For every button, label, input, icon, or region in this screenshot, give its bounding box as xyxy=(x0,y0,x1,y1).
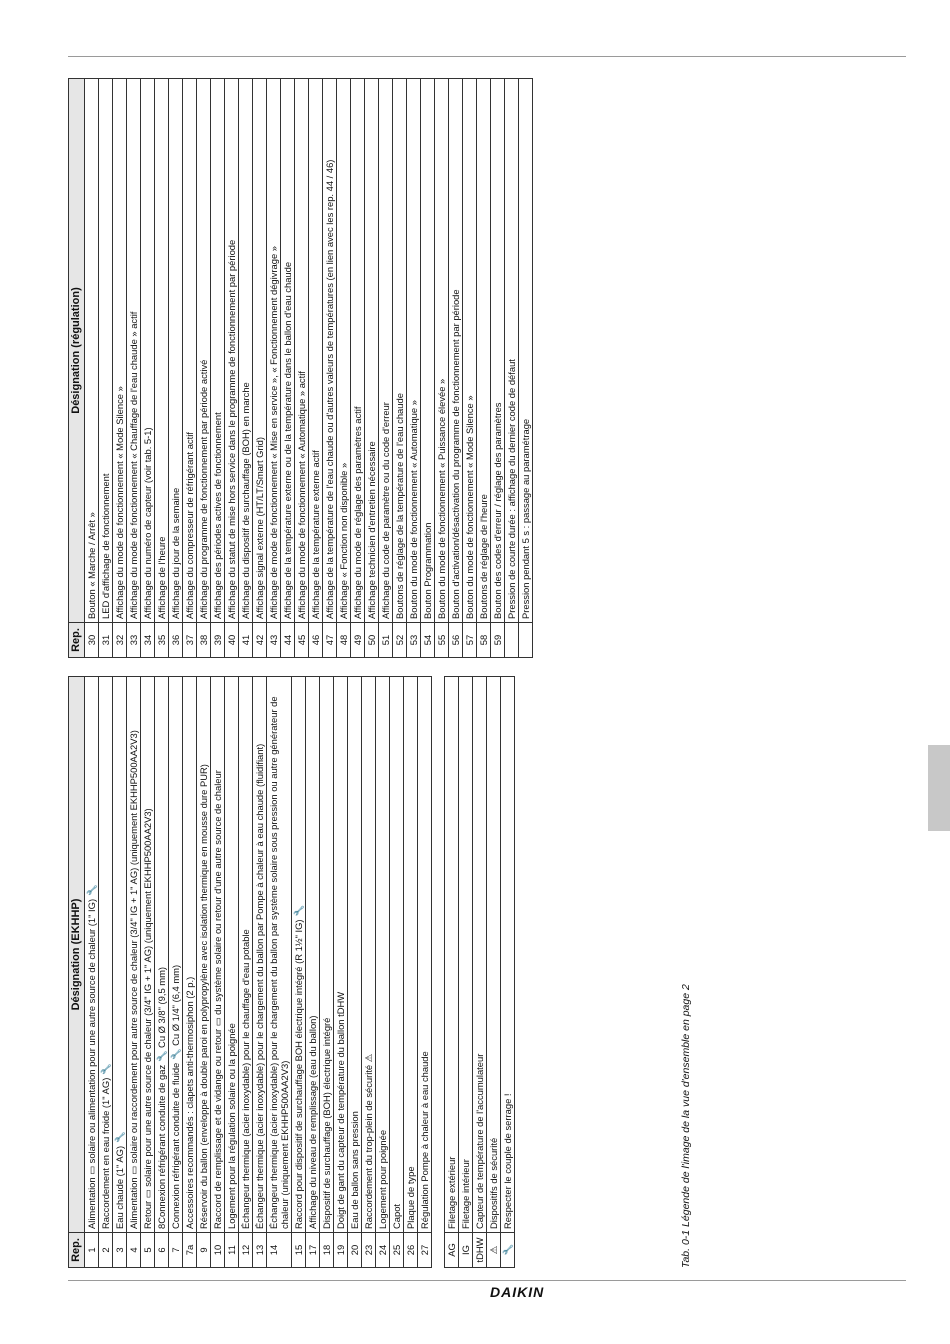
rep-cell: 45 xyxy=(295,623,309,658)
rep-cell: 1 xyxy=(85,1233,99,1268)
rep-cell: 32 xyxy=(113,623,127,658)
table-row xyxy=(239,79,253,658)
rep-cell: 3 xyxy=(113,1233,127,1268)
designation-cell: Affichage du programme de fonctionnement par période activé xyxy=(197,79,211,623)
rep-cell: 42 xyxy=(253,623,267,658)
table-row xyxy=(404,677,418,1268)
designation-cell: Raccord de remplissage et de vidange ou retour ▭ du système solaire ou retour d'une autre source de chaleur xyxy=(211,677,225,1233)
designation-cell: Réservoir du ballon (enveloppe à double paroi en polypropylène avec isolation thermique en mousse dure PUR) xyxy=(197,677,211,1233)
rep-cell: 13 xyxy=(253,1233,267,1268)
table-row xyxy=(225,677,239,1268)
table-row xyxy=(379,79,393,658)
designation-cell: Eau chaude (1" AG) 🔧 xyxy=(113,677,127,1233)
rep-cell: 53 xyxy=(407,623,421,658)
rep-cell: 36 xyxy=(169,623,183,658)
rep-cell: 39 xyxy=(211,623,225,658)
designation-cell: Bouton du mode de fonctionnement « Puissance élevée » xyxy=(435,79,449,623)
designation-cell: Bouton du mode de fonctionnement « Automatique » xyxy=(407,79,421,623)
table-row xyxy=(85,79,99,658)
designation-cell: Connexion réfrigérant conduite de fluide 🔧 Cu Ø 1/4" (6,4 mm) xyxy=(169,677,183,1233)
designation-cell: Filetage extérieur xyxy=(445,677,459,1233)
designation-cell: Logement pour la régulation solaire ou la poignée xyxy=(225,677,239,1233)
table-row xyxy=(323,79,337,658)
table-row xyxy=(267,79,281,658)
designation-cell: Capteur de température de l'accumulateur xyxy=(473,677,487,1233)
rep-cell: 54 xyxy=(421,623,435,658)
designation-cell: Raccordement du trop-plein de sécurité ⚠ xyxy=(362,677,376,1233)
designation-cell: Boutons de réglage de l'heure xyxy=(477,79,491,623)
designation-cell: Pression de courte durée : affichage du dernier code de défaut xyxy=(505,79,519,623)
table-row xyxy=(445,677,459,1268)
table-row xyxy=(85,677,99,1268)
rep-cell: 18 xyxy=(320,1233,334,1268)
rep-cell: 41 xyxy=(239,623,253,658)
table-row xyxy=(183,677,197,1268)
designation-cell: Plaque de type xyxy=(404,677,418,1233)
rep-cell: 30 xyxy=(85,623,99,658)
rep-cell: 37 xyxy=(183,623,197,658)
rep-cell: 7a xyxy=(183,1233,197,1268)
designation-cell: Affichage du numéro de capteur (voir tab. 5-1) xyxy=(141,79,155,623)
table-row xyxy=(155,677,169,1268)
designation-cell: Respecter le couple de serrage ! xyxy=(501,677,515,1233)
rep-cell: 52 xyxy=(393,623,407,658)
table-row xyxy=(295,79,309,658)
designation-cell: Affichage du mode de fonctionnement « Automatique » actif xyxy=(295,79,309,623)
designation-cell: Affichage du niveau de remplissage (eau du ballon) xyxy=(306,677,320,1233)
designation-cell: Bouton des codes d'erreur / réglage des paramètres xyxy=(491,79,505,623)
rep-cell: 25 xyxy=(390,1233,404,1268)
rep-cell: 33 xyxy=(127,623,141,658)
spacer-cell xyxy=(432,677,445,1268)
ekhhp-legend-table xyxy=(68,676,515,1268)
table-row xyxy=(477,79,491,658)
table-row xyxy=(113,677,127,1268)
designation-cell: Filetage intérieur xyxy=(459,677,473,1233)
table-row xyxy=(463,79,477,658)
designation-cell: Bouton d'activation/désactivation du programme de fonctionnement par période xyxy=(449,79,463,623)
designation-cell: Affichage du mode de réglage des paramètres actif xyxy=(351,79,365,623)
table-row xyxy=(99,79,113,658)
table-row xyxy=(501,677,515,1268)
table-row xyxy=(421,79,435,658)
rep-cell: 50 xyxy=(365,623,379,658)
rep-cell: 19 xyxy=(334,1233,348,1268)
designation-cell: Retour ▭ solaire pour une autre source de chaleur (3/4" IG + 1" AG) (uniquement EKHHP500AA2V3) xyxy=(141,677,155,1233)
table-row xyxy=(393,79,407,658)
table-row xyxy=(348,677,362,1268)
brand-logo: DAIKIN xyxy=(490,1284,545,1300)
regulation-legend-table xyxy=(68,78,533,658)
rep-cell: 11 xyxy=(225,1233,239,1268)
rep-cell: 38 xyxy=(197,623,211,658)
rep-cell: 43 xyxy=(267,623,281,658)
table-row xyxy=(183,79,197,658)
designation-cell: Régulation Pompe à chaleur à eau chaude xyxy=(418,677,432,1233)
rep-cell: 49 xyxy=(351,623,365,658)
rep-cell: 2 xyxy=(99,1233,113,1268)
table-caption: Tab. 0-1 Légende de l'image de la vue d'ensemble en page 2 xyxy=(680,984,692,1268)
table-row xyxy=(407,79,421,658)
designation-cell: LED d'affichage de fonctionnement xyxy=(99,79,113,623)
designation-cell: Échangeur thermique (acier inoxydable) pour le chargement du ballon par système solaire sous pression ou autre générateur de chaleur (uniquement EKHHP500AA2V3) xyxy=(267,677,292,1233)
rep-cell: 48 xyxy=(337,623,351,658)
rep-cell: 5 xyxy=(141,1233,155,1268)
table-row xyxy=(376,677,390,1268)
table-row xyxy=(211,677,225,1268)
rep-cell: 40 xyxy=(225,623,239,658)
rep-cell: 12 xyxy=(239,1233,253,1268)
table-row xyxy=(487,677,501,1268)
table-row xyxy=(505,79,519,658)
designation-cell: Affichage des périodes actives de fonctionnement xyxy=(211,79,225,623)
designation-cell: Eau de ballon sans pression xyxy=(348,677,362,1233)
table-row xyxy=(211,79,225,658)
rep-cell: 46 xyxy=(309,623,323,658)
designation-cell: Raccord pour dispositif de surchauffage BOH électrique intégré (R 1½" IG) 🔧 xyxy=(292,677,306,1233)
table-row xyxy=(435,79,449,658)
table-row xyxy=(253,79,267,658)
table-row xyxy=(390,677,404,1268)
designation-cell: Affichage du mode de fonctionnement « Chauffage de l'eau chaude » actif xyxy=(127,79,141,623)
designation-cell: 8Connexion réfrigérant conduite de gaz 🔧 Cu Ø 3/8" (9,5 mm) xyxy=(155,677,169,1233)
table-row xyxy=(449,79,463,658)
rep-cell: 47 xyxy=(323,623,337,658)
table-row xyxy=(99,677,113,1268)
table-row xyxy=(169,79,183,658)
designation-cell: Échangeur thermique (acier inoxydable) pour le chauffage d'eau potable xyxy=(239,677,253,1233)
table-row xyxy=(362,677,376,1268)
designation-cell: Bouton Programmation xyxy=(421,79,435,623)
designation-cell: Affichage du dispositif de surchauffage (BOH) en marche xyxy=(239,79,253,623)
designation-cell: Alimentation ▭ solaire ou alimentation pour une autre source de chaleur (1" IG) 🔧 xyxy=(85,677,99,1233)
designation-cell: Boutons de réglage de la température de l'eau chaude xyxy=(393,79,407,623)
designation-cell: Affichage du statut de mise hors service dans le programme de fonctionnement par période xyxy=(225,79,239,623)
table-row xyxy=(197,79,211,658)
rep-cell: 23 xyxy=(362,1233,376,1268)
rep-cell xyxy=(519,623,533,658)
col-header-designation: Désignation (régulation) xyxy=(69,79,85,623)
table-row xyxy=(473,677,487,1268)
col-header-rep: Rep. xyxy=(69,1233,85,1268)
table-row xyxy=(239,677,253,1268)
rep-cell: 34 xyxy=(141,623,155,658)
designation-cell: Accessoires recommandés : clapets anti-thermosiphon (2 p.) xyxy=(183,677,197,1233)
rep-cell: 44 xyxy=(281,623,295,658)
table-row xyxy=(155,79,169,658)
table-row xyxy=(113,79,127,658)
rep-cell: 58 xyxy=(477,623,491,658)
rep-cell: 26 xyxy=(404,1233,418,1268)
rep-cell: 14 xyxy=(267,1233,292,1268)
table-row xyxy=(320,677,334,1268)
table-row xyxy=(197,677,211,1268)
rep-cell: ⚠ xyxy=(487,1233,501,1268)
rep-cell: 7 xyxy=(169,1233,183,1268)
designation-cell: Capot xyxy=(390,677,404,1233)
rep-cell: 17 xyxy=(306,1233,320,1268)
rep-cell: 9 xyxy=(197,1233,211,1268)
rep-cell: 🔧 xyxy=(501,1233,515,1268)
rep-cell: 4 xyxy=(127,1233,141,1268)
table-row xyxy=(127,677,141,1268)
footer-rule xyxy=(68,1280,906,1281)
table-row xyxy=(225,79,239,658)
table-row xyxy=(253,677,267,1268)
rep-cell xyxy=(505,623,519,658)
table-row xyxy=(491,79,505,658)
designation-cell: Bouton du mode de fonctionnement « Mode Silence » xyxy=(463,79,477,623)
designation-cell: Affichage du compresseur de réfrigérant actif xyxy=(183,79,197,623)
designation-cell: Affichage de mode de fonctionnement « Mise en service », « Fonctionnement dégivrage » xyxy=(267,79,281,623)
rep-cell: 56 xyxy=(449,623,463,658)
table-row xyxy=(365,79,379,658)
designation-cell: Alimentation ▭ solaire ou raccordement pour autre source de chaleur (3/4" IG + 1" AG) (uniquement EKHHP500AA2V3) xyxy=(127,677,141,1233)
designation-cell: Affichage de la température externe ou de la température dans le ballon d'eau chaude xyxy=(281,79,295,623)
table-row xyxy=(292,677,306,1268)
rep-cell: 6 xyxy=(155,1233,169,1268)
rotated-content xyxy=(68,68,768,1268)
table-row xyxy=(309,79,323,658)
designation-cell: Logement pour poignée xyxy=(376,677,390,1233)
designation-cell: Affichage technicien d'entretien nécessaire xyxy=(365,79,379,623)
table-row xyxy=(306,677,320,1268)
spacer-row xyxy=(432,677,445,1268)
designation-cell: Bouton « Marche / Arrêt » xyxy=(85,79,99,623)
designation-cell: Affichage « Fonction non disponible » xyxy=(337,79,351,623)
rep-cell: 59 xyxy=(491,623,505,658)
designation-cell: Affichage du jour de la semaine xyxy=(169,79,183,623)
designation-cell: Affichage signal externe (HT/LT/Smart Grid) xyxy=(253,79,267,623)
rep-cell: 57 xyxy=(463,623,477,658)
rep-cell: 31 xyxy=(99,623,113,658)
rep-cell: tDHW xyxy=(473,1233,487,1268)
table-row xyxy=(267,677,292,1268)
rep-cell: 20 xyxy=(348,1233,362,1268)
designation-cell: Affichage du mode de fonctionnement « Mode Silence » xyxy=(113,79,127,623)
table-row xyxy=(459,677,473,1268)
table-row xyxy=(281,79,295,658)
table-row xyxy=(519,79,533,658)
rep-cell: 55 xyxy=(435,623,449,658)
table-row xyxy=(418,677,432,1268)
table-row xyxy=(337,79,351,658)
rep-cell: 35 xyxy=(155,623,169,658)
designation-cell: Échangeur thermique (acier inoxydable) pour le chargement du ballon par Pompe à chaleur à eau chaude (fluidifiant) xyxy=(253,677,267,1233)
table-row xyxy=(351,79,365,658)
rep-cell: 10 xyxy=(211,1233,225,1268)
rep-cell: AG xyxy=(445,1233,459,1268)
rep-cell: 27 xyxy=(418,1233,432,1268)
rep-cell: 15 xyxy=(292,1233,306,1268)
table-row xyxy=(127,79,141,658)
designation-cell: Doigt de gant du capteur de température du ballon tDHW xyxy=(334,677,348,1233)
table-row xyxy=(141,79,155,658)
designation-cell: Affichage du code de paramètre ou du code d'erreur xyxy=(379,79,393,623)
table-row xyxy=(334,677,348,1268)
header-rule xyxy=(68,56,906,57)
designation-cell: Dispositif de surchauffage (BOH) électrique intégré xyxy=(320,677,334,1233)
col-header-rep: Rep. xyxy=(69,623,85,658)
designation-cell: Affichage de l'heure xyxy=(155,79,169,623)
designation-cell: Pression pendant 5 s : passage au paramétrage xyxy=(519,79,533,623)
designation-cell: Affichage de la température externe actif xyxy=(309,79,323,623)
table-row xyxy=(141,677,155,1268)
designation-cell: Raccordement en eau froide (1" AG) 🔧 xyxy=(99,677,113,1233)
chapter-tab xyxy=(928,745,950,831)
rep-cell: 24 xyxy=(376,1233,390,1268)
designation-cell: Dispositifs de sécurité xyxy=(487,677,501,1233)
rep-cell: 51 xyxy=(379,623,393,658)
table-row xyxy=(169,677,183,1268)
designation-cell: Affichage de la température de l'eau chaude ou d'autres valeurs de températures (en lien avec les rep. 44 / 46) xyxy=(323,79,337,623)
col-header-designation: Désignation (EKHHP) xyxy=(69,677,85,1233)
rep-cell: IG xyxy=(459,1233,473,1268)
